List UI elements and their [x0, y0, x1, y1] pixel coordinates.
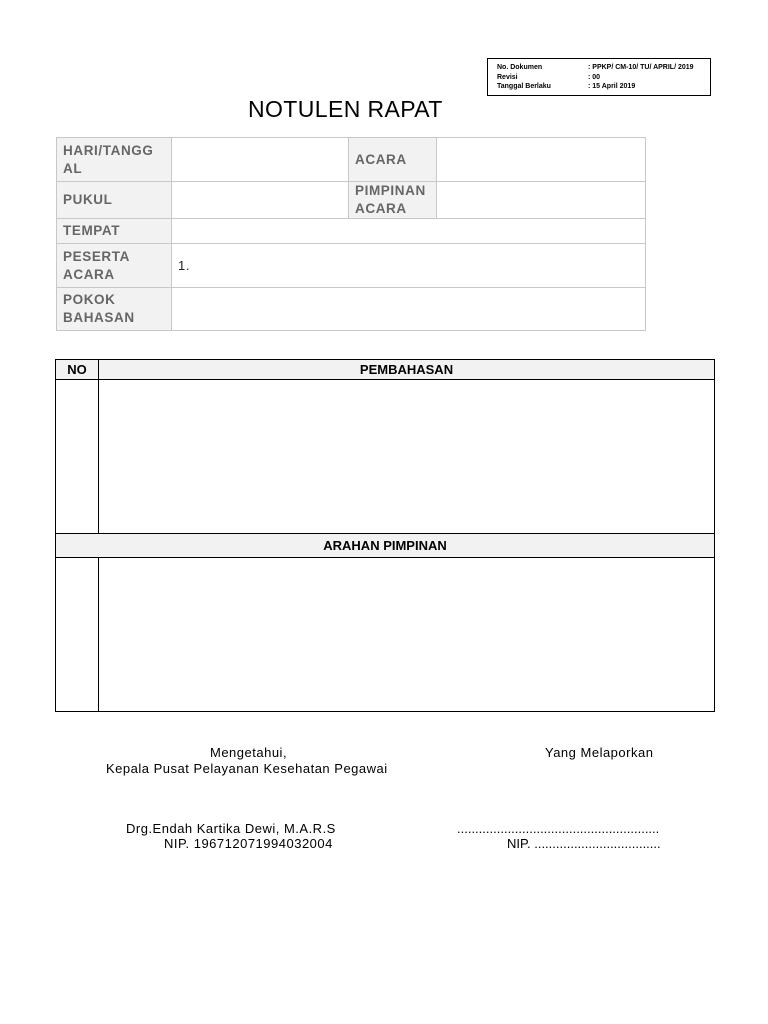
discussion-body-row [56, 380, 715, 534]
day-date-label: HARI/TANGG AL [57, 138, 172, 182]
doc-number-value: : PPKP/ CM-10/ TU/ APRIL/ 2019 [588, 64, 694, 71]
head-position-label: Kepala Pusat Pelayanan Kesehatan Pegawai [106, 761, 388, 776]
effective-date-value: : 15 April 2019 [588, 83, 636, 90]
reporter-nip-blank[interactable]: NIP. ................................... [507, 836, 661, 851]
acknowledged-label: Mengetahui, [210, 745, 288, 760]
meeting-info-table [56, 137, 646, 331]
head-name: Drg.Endah Kartika Dewi, M.A.R.S [126, 821, 336, 836]
info-row-day [57, 138, 646, 182]
directives-content-cell[interactable] [99, 558, 715, 712]
revision-label: Revisi [497, 73, 518, 81]
discussion-header: PEMBAHASAN [99, 360, 715, 380]
main-topic-value[interactable] [172, 288, 646, 331]
no-header: NO [56, 360, 99, 380]
doc-number-label: No. Dokumen [497, 64, 543, 71]
page-title: NOTULEN RAPAT [248, 96, 443, 122]
time-value[interactable] [172, 182, 349, 219]
directives-header-row [56, 534, 715, 558]
info-row-time [57, 182, 646, 219]
effective-date-label: Tanggal Berlaku [497, 83, 551, 90]
info-row-place [57, 219, 646, 244]
discussion-content-cell[interactable] [99, 380, 715, 534]
event-leader-value[interactable] [437, 182, 646, 219]
reporter-label: Yang Melaporkan [545, 745, 654, 760]
doc-info-row [497, 63, 710, 73]
head-nip: NIP. 196712071994032004 [164, 836, 333, 851]
day-date-value[interactable] [172, 138, 349, 182]
participants-value[interactable]: 1. [172, 244, 646, 288]
directives-body-row [56, 558, 715, 712]
doc-info-row [497, 82, 710, 92]
discussion-no-cell[interactable] [56, 380, 99, 534]
main-topic-label: POKOK BAHASAN [57, 288, 172, 331]
leader-directives-header: ARAHAN PIMPINAN [56, 534, 715, 558]
document-info-box [487, 58, 711, 96]
participants-label: PESERTA ACARA [57, 244, 172, 288]
place-label: TEMPAT [57, 219, 172, 244]
directives-no-cell[interactable] [56, 558, 99, 712]
discussion-table [55, 359, 715, 712]
doc-info-row [497, 73, 710, 83]
discussion-header-row [56, 360, 715, 380]
info-row-participants [57, 244, 646, 288]
info-row-topic [57, 288, 646, 331]
event-leader-label: PIMPINAN ACARA [349, 182, 437, 219]
time-label: PUKUL [57, 182, 172, 219]
revision-value: : 00 [588, 73, 601, 81]
place-value[interactable] [172, 219, 646, 244]
event-label: ACARA [349, 138, 437, 182]
event-value[interactable] [437, 138, 646, 182]
reporter-name-blank[interactable]: ........................................................ [457, 821, 660, 836]
